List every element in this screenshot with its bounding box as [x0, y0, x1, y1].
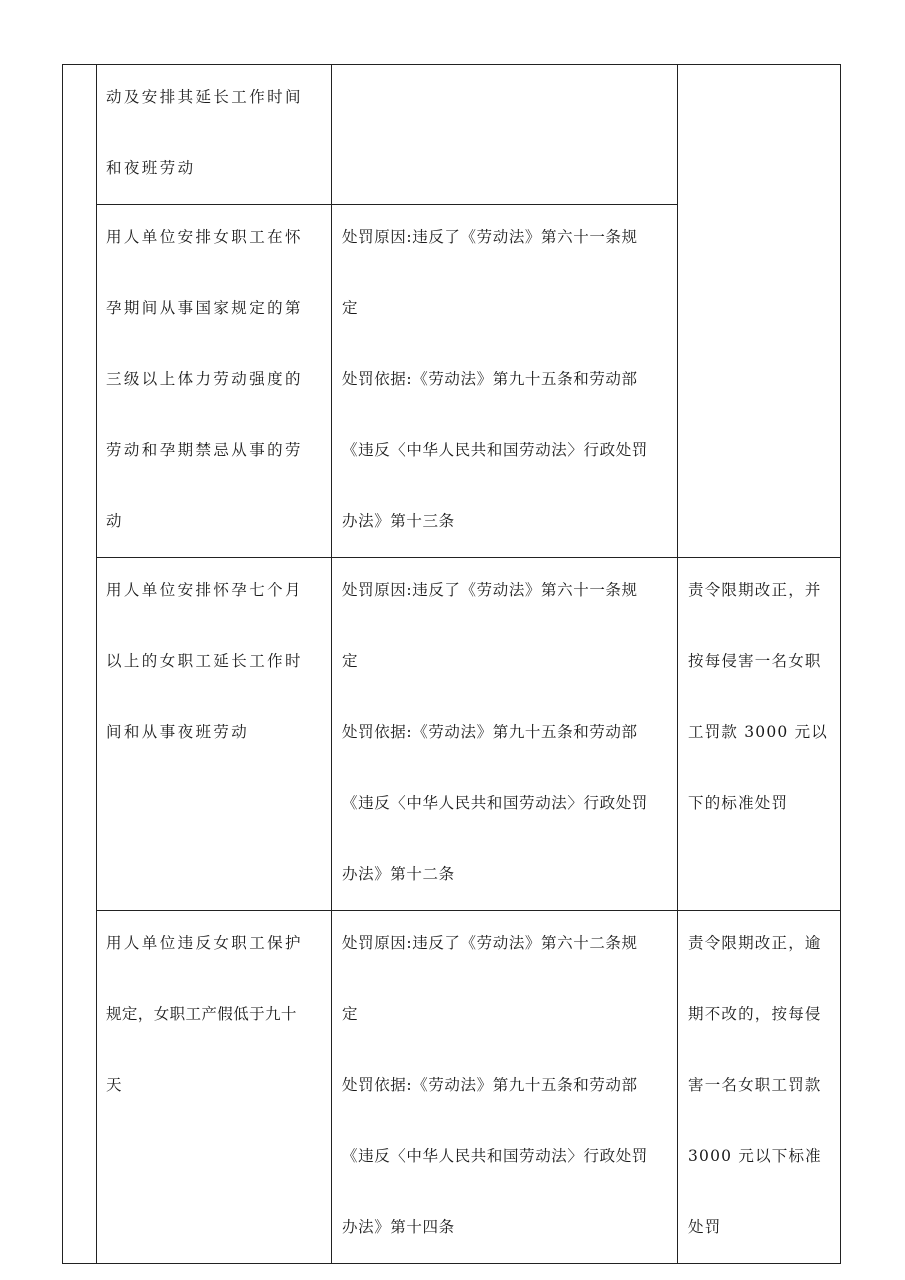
violation-cell: [97, 205, 332, 558]
text-line: 和夜班劳动: [106, 159, 196, 177]
text-line: 办法》第十三条: [342, 512, 455, 530]
basis-cell: [332, 205, 678, 558]
index-column-cell: [63, 65, 97, 1264]
text-line: 处罚原因:违反了《劳动法》第六十二条规: [342, 934, 638, 952]
text-line: 孕期间从事国家规定的第: [106, 299, 303, 317]
table-row: [63, 911, 841, 1264]
text-line: 以上的女职工延长工作时: [106, 652, 303, 670]
text-line: 规定，女职工产假低于九十: [106, 1005, 297, 1023]
text-line: 处罚依据:《劳动法》第九十五条和劳动部: [342, 1076, 638, 1094]
text-line: 动: [106, 512, 124, 530]
text-line: 按每侵害一名女职: [688, 652, 822, 670]
text-line: 责令限期改正，并: [688, 581, 822, 599]
text-line: 害一名女职工罚款: [688, 1076, 822, 1094]
text-line: 处罚: [688, 1218, 722, 1236]
basis-cell: [332, 65, 678, 205]
violation-cell: [97, 65, 332, 205]
text-line: 天: [106, 1076, 124, 1094]
text-line: 处罚原因:违反了《劳动法》第六十一条规: [342, 228, 638, 246]
text-line: 动及安排其延长工作时间: [106, 88, 303, 106]
text-line: 下的标准处罚: [688, 794, 789, 812]
basis-cell: [332, 911, 678, 1264]
table-row: [63, 65, 841, 205]
text-line: 办法》第十二条: [342, 865, 455, 883]
text-line: 用人单位安排怀孕七个月: [106, 581, 303, 599]
text-line: 《违反〈中华人民共和国劳动法〉行政处罚: [342, 794, 648, 812]
penalty-cell: [678, 558, 841, 911]
penalty-cell: [678, 65, 841, 558]
text-line: 办法》第十四条: [342, 1218, 455, 1236]
text-line: 间和从事夜班劳动: [106, 723, 250, 741]
text-line: 用人单位违反女职工保护: [106, 934, 303, 952]
table-row: [63, 558, 841, 911]
text-line: 《违反〈中华人民共和国劳动法〉行政处罚: [342, 1147, 648, 1165]
text-line: 期不改的，按每侵: [688, 1005, 822, 1023]
text-line: 责令限期改正，逾: [688, 934, 822, 952]
text-line: 处罚依据:《劳动法》第九十五条和劳动部: [342, 723, 638, 741]
text-line: 用人单位安排女职工在怀: [106, 228, 303, 246]
violation-cell: [97, 558, 332, 911]
text-line: 3000 元以下标准: [688, 1147, 822, 1165]
text-line: 三级以上体力劳动强度的: [106, 370, 303, 388]
text-line: 《违反〈中华人民共和国劳动法〉行政处罚: [342, 441, 648, 459]
text-line: 定: [342, 299, 359, 317]
violation-cell: [97, 911, 332, 1264]
penalty-cell: [678, 911, 841, 1264]
text-line: 定: [342, 1005, 359, 1023]
basis-cell: [332, 558, 678, 911]
penalty-table: [62, 64, 841, 1264]
text-line: 定: [342, 652, 359, 670]
text-line: 处罚依据:《劳动法》第九十五条和劳动部: [342, 370, 638, 388]
text-line: 劳动和孕期禁忌从事的劳: [106, 441, 303, 459]
text-line: 工罚款 3000 元以: [688, 723, 829, 741]
text-line: 处罚原因:违反了《劳动法》第六十一条规: [342, 581, 638, 599]
